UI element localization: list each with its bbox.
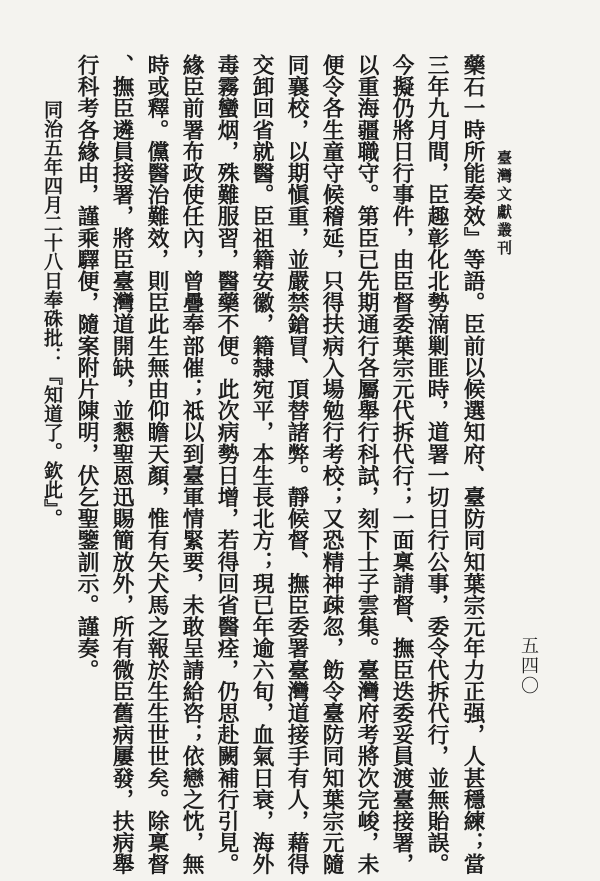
page-number: 五四〇 (518, 636, 539, 696)
rescript-line: 同治五年四月二十八日奉硃批：『知道了。欽此』。 (41, 100, 63, 528)
text-column-12: 行科考各緣由，謹乘驛便，隨案附片陳明，伏乞聖鑒訓示。謹奏。 (74, 54, 99, 681)
text-column-5: 便令各生童守候稽延，只得扶病入場勉行考校；又恐精神疎忽，飭令臺防同知葉宗元隨 (319, 54, 344, 875)
text-column-7: 交卸回省就醫。臣祖籍安徽，籍隸宛平，本生長北方；現已年逾六旬，血氣日衰，海外 (249, 54, 274, 875)
text-column-1: 藥石一時所能奏效』等語。臣前以候選知府、臺防同知葉宗元年力正强，人甚穩練；當 (460, 54, 485, 875)
text-column-10: 時或釋。儻醫治難效，則臣此生無由仰瞻天顏，惟有矢犬馬之報於生生世世矣。除稟督 (144, 54, 169, 875)
text-column-9: 緣臣前署布政使任內，曾疊奉部催；祗以到臺軍情緊要，未敢呈請給咨；依戀之忱，無 (179, 54, 204, 875)
text-column-3: 今擬仍將日行事件，由臣督委葉宗元代拆代行；一面稟請督、撫臣迭委妥員渡臺接署， (389, 54, 414, 875)
text-column-4: 以重海疆職守。第臣已先期通行各屬舉行科試，刻下士子雲集。臺灣府考將次完峻，未 (354, 54, 379, 875)
series-title: 臺灣文獻叢刊 (495, 150, 513, 258)
text-column-6: 同襄校，以期愼重，並嚴禁鎗冒、頂替諸弊。靜候督、撫臣委署臺灣道接手有人，藉得 (284, 54, 309, 875)
text-column-2: 三年九月間，臣趣彰化北勢湳剿匪時，道署一切日行公事，委令代拆代行，並無貽誤。 (424, 54, 449, 875)
text-column-11: 、撫臣遴員接署，將臣臺灣道開缺，並懇聖恩迅賜簡放外，所有微臣舊病屢發，扶病舉 (109, 54, 134, 875)
text-column-8: 毒霧蠻烟，殊難服習，醫藥不便。此次病勢日增，若得回省醫痊，仍思赴闕補行引見。 (214, 54, 239, 875)
